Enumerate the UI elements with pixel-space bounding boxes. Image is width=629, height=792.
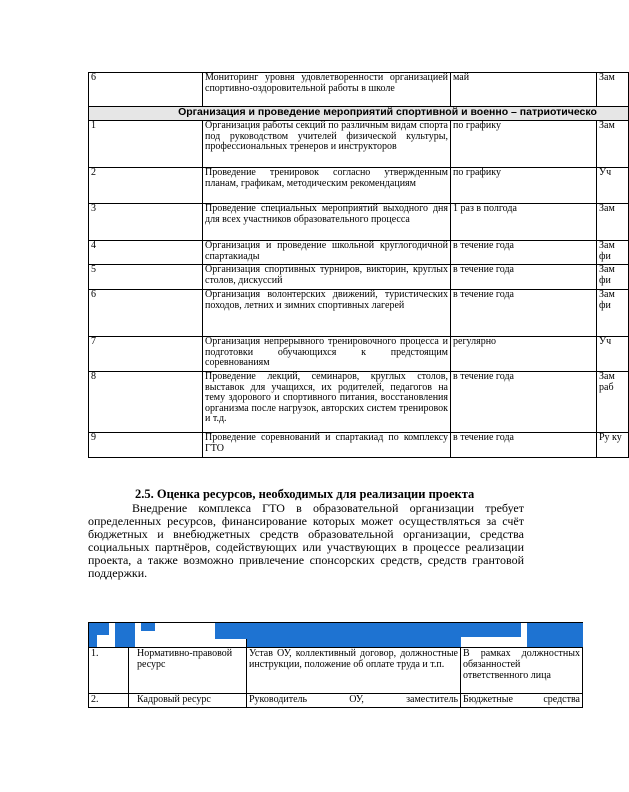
row-number: 2 xyxy=(89,168,203,204)
section-heading: 2.5. Оценка ресурсов, необходимых для реализации проекта xyxy=(135,487,475,501)
paragraph-text: Внедрение комплекса ГТО в образовательной организации требует определенных ресурсов, финансирование которых может осуществляться за счёт бюджетных и внебюджетных средств образовательной организации, средства социальных партнёров, содействующих или участвующих в процессе реализации проекта, а также возможно привлечение спонсорских средств, средств грантовой поддержки. xyxy=(88,501,524,580)
row-number: 3 xyxy=(89,204,203,241)
row-number: 1. xyxy=(89,648,129,694)
event-cell: Организация волонтерских движений, туристических походов, летних и зимних спортивных лагерей xyxy=(203,290,451,337)
table-row xyxy=(89,168,629,204)
event-cell: Проведение лекций, семинаров, круглых столов, выставок для учащихся, их родителей, педагогов на тему здорового и спортивного питания, восстановления организма после нагрузок, авторских систем тренировок и т.д. xyxy=(203,372,451,433)
table-row xyxy=(89,290,629,337)
responsible-cell: Зам фи xyxy=(597,241,629,265)
date-cell: по графику xyxy=(451,168,597,204)
responsible-cell: Зам xyxy=(597,204,629,241)
responsible-cell: Уч xyxy=(597,337,629,372)
resources-table xyxy=(88,622,583,708)
event-cell: Проведение соревнований и спартакиад по комплексу ГТО xyxy=(203,433,451,458)
content-cell: Устав ОУ, коллективный договор, должностные инструкции, положение об оплате труда и т.п. xyxy=(247,648,461,694)
event-cell: Организация спортивных турниров, викторин, круглых столов, дискуссий xyxy=(203,265,451,290)
event-cell: Мониторинг уровня удовлетворенности организацией спортивно-оздоровительной работы в школе xyxy=(203,73,451,107)
date-cell: в течение года xyxy=(451,372,597,433)
responsible-cell: Ру ку xyxy=(597,433,629,458)
table-row xyxy=(89,372,629,433)
date-cell: в течение года xyxy=(451,265,597,290)
table-header-row xyxy=(89,623,583,648)
header-cell xyxy=(89,623,129,648)
table-row xyxy=(89,73,629,107)
table-row xyxy=(89,121,629,168)
row-number: 4 xyxy=(89,241,203,265)
date-cell: в течение года xyxy=(451,241,597,265)
responsible-cell: Зам xyxy=(597,73,629,107)
table-row xyxy=(89,648,583,694)
table-row xyxy=(89,265,629,290)
date-cell: в течение года xyxy=(451,290,597,337)
row-number: 8 xyxy=(89,372,203,433)
event-cell: Проведение специальных мероприятий выходного дня для всех участников образовательного процесса xyxy=(203,204,451,241)
source-cell: В рамках должностных обязанностей ответственного лица xyxy=(461,648,583,694)
header-cell xyxy=(461,623,583,648)
event-cell: Организация и проведение школьной круглогодичной спартакиады xyxy=(203,241,451,265)
date-cell: в течение года xyxy=(451,433,597,458)
responsible-cell: Уч xyxy=(597,168,629,204)
source-cell: Бюджетные средства xyxy=(461,694,583,708)
date-cell: по графику xyxy=(451,121,597,168)
row-number: 2. xyxy=(89,694,129,708)
table-row xyxy=(89,241,629,265)
row-number: 9 xyxy=(89,433,203,458)
events-table xyxy=(88,72,629,458)
header-cell xyxy=(129,623,247,648)
date-cell: 1 раз в полгода xyxy=(451,204,597,241)
section-paragraph xyxy=(88,502,524,580)
resource-cell: Нормативно-правовой ресурс xyxy=(129,648,247,694)
table-row xyxy=(89,337,629,372)
date-cell: регулярно xyxy=(451,337,597,372)
responsible-cell: Зам фи xyxy=(597,265,629,290)
table-row xyxy=(89,433,629,458)
row-number: 6 xyxy=(89,290,203,337)
responsible-cell: Зам раб xyxy=(597,372,629,433)
section-title: Организация и проведение мероприятий спортивной и военно – патриотическо xyxy=(89,107,629,121)
date-cell: май xyxy=(451,73,597,107)
responsible-cell: Зам фи xyxy=(597,290,629,337)
event-cell: Организация работы секций по различным видам спорта под руководством учителей физической культуры, профессиональных тренеров и инструкторов xyxy=(203,121,451,168)
event-cell: Организация непрерывного тренировочного процесса и подготовки обучающихся к предстоящим соревнованиям xyxy=(203,337,451,372)
header-cell xyxy=(247,623,461,648)
content-cell: Руководитель ОУ, заместитель xyxy=(247,694,461,708)
section-title-row xyxy=(89,107,629,121)
table-row xyxy=(89,204,629,241)
responsible-cell: Зам xyxy=(597,121,629,168)
table-row xyxy=(89,694,583,708)
row-number: 7 xyxy=(89,337,203,372)
event-cell: Проведение тренировок согласно утвержденным планам, графикам, методическим рекомендациям xyxy=(203,168,451,204)
row-number: 5 xyxy=(89,265,203,290)
row-number: 1 xyxy=(89,121,203,168)
row-number: 6 xyxy=(89,73,203,107)
resource-cell: Кадровый ресурс xyxy=(129,694,247,708)
